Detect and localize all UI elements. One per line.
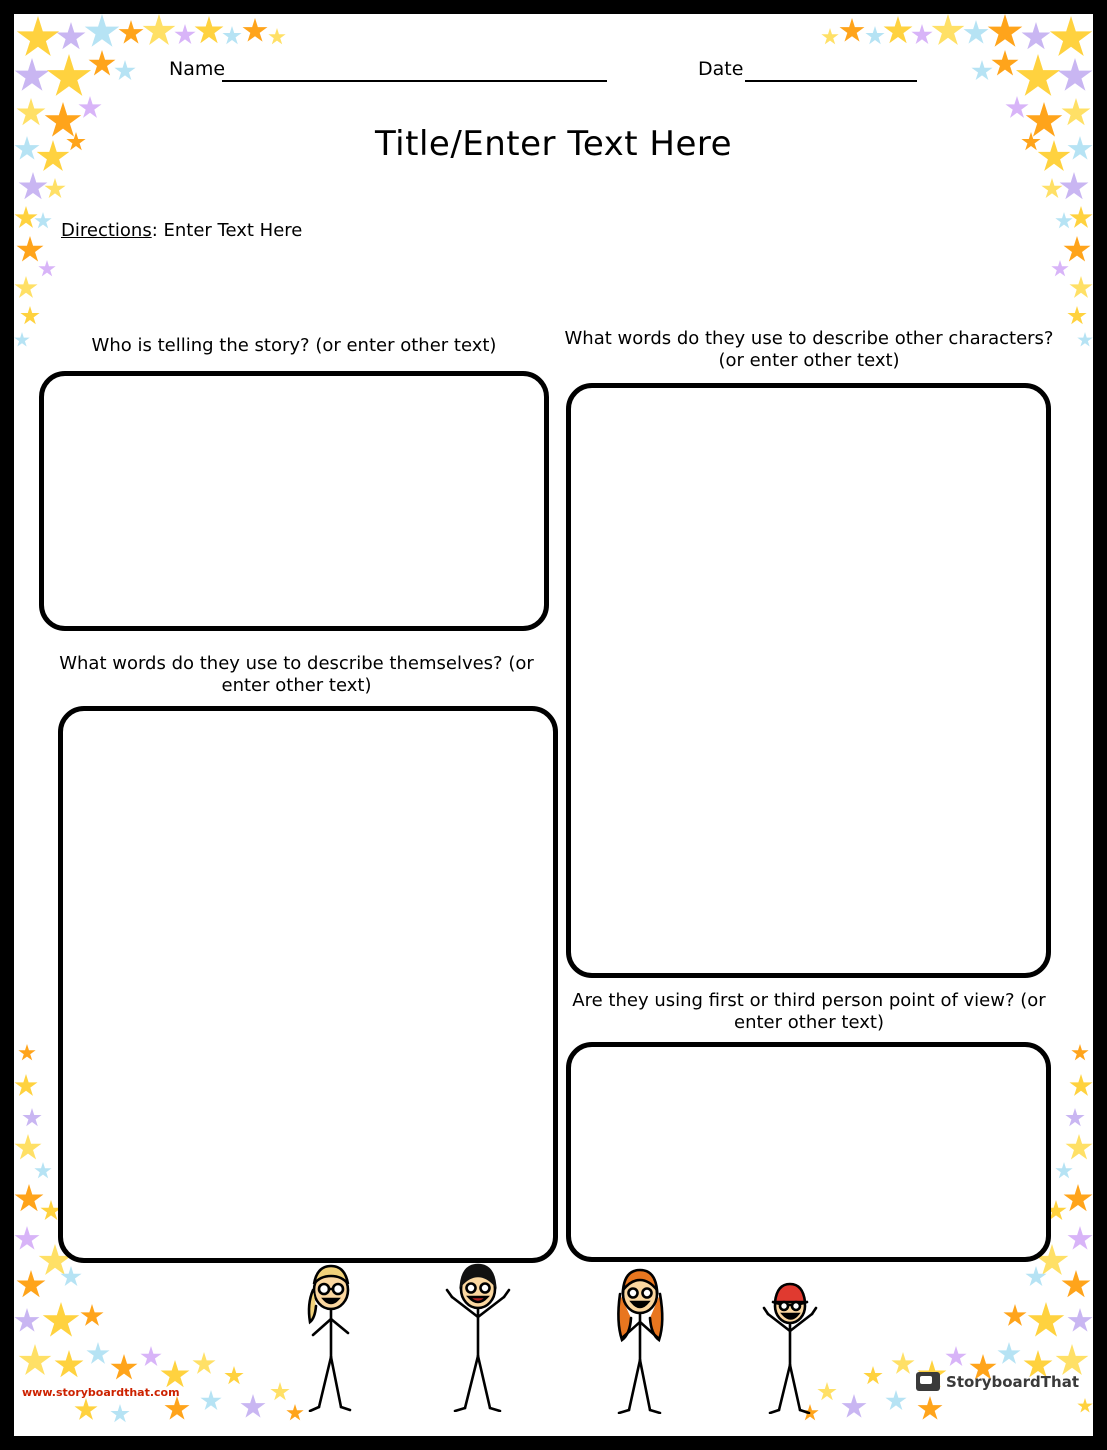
answer-box-3[interactable] [58,706,558,1263]
date-input-line[interactable] [745,80,917,82]
stick-figure-orange-hair-girl [596,1264,686,1414]
prompt-label-1[interactable]: Who is telling the story? (or enter other text) [91,335,497,356]
name-input-line[interactable] [222,80,607,82]
footer-url[interactable]: www.storyboardthat.com [22,1386,180,1399]
storyboard-logo-icon [916,1372,940,1391]
brand-name: StoryboardThat [946,1372,1079,1391]
stick-figure-black-hair-boy [428,1257,528,1412]
directions-label: Directions [61,220,152,241]
directions-text[interactable]: Enter Text Here [163,220,303,241]
brand-logo[interactable] [916,1372,1079,1391]
page-title[interactable]: Title/Enter Text Here [374,124,733,164]
directions-separator: : [151,220,164,241]
answer-box-1[interactable] [39,371,549,631]
name-date-row [14,58,1093,92]
stick-figure-red-hat-kid [746,1274,836,1414]
date-label: Date [698,58,744,80]
prompt-label-3[interactable]: What words do they use to describe themselves? (or enter other text) [59,653,534,696]
prompt-label-4[interactable]: Are they using first or third person point of view? (or enter other text) [572,990,1046,1033]
answer-box-4[interactable] [566,1042,1051,1262]
answer-box-2[interactable] [566,383,1051,978]
name-label: Name [169,58,226,80]
stick-figure-blonde-girl [286,1262,376,1412]
prompt-label-2[interactable]: What words do they use to describe other characters? (or enter other text) [564,328,1054,371]
worksheet-sheet [14,14,1093,1436]
directions-line [61,220,302,241]
